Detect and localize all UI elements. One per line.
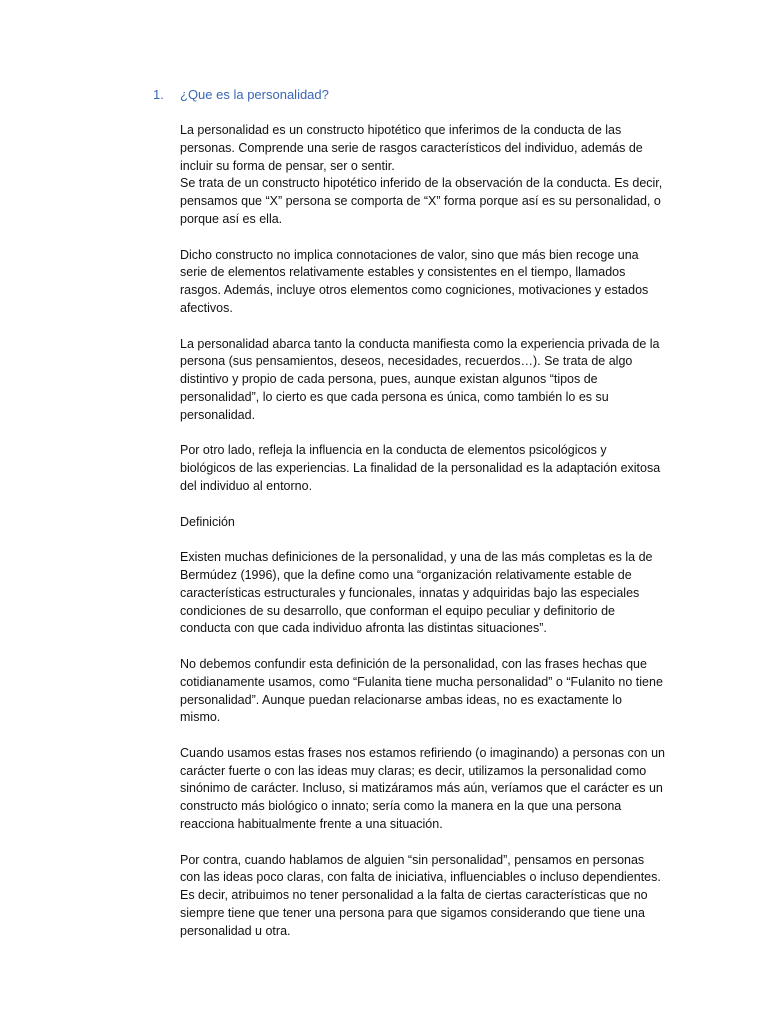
section-heading [153, 86, 329, 104]
paragraph-4: La personalidad abarca tanto la conducta manifiesta como la experiencia privada de la persona (sus pensamientos, deseos, necesidades, recuerdos…). Se trata de algo distintivo y propio de cada persona, pues, aunque existan algunos “tipos de personalidad”, lo cierto es que cada persona es única, como también lo es su personalidad. [180, 336, 660, 422]
paragraph-2: Se trata de un constructo hipotético inferido de la observación de la conducta. Es decir, pensamos que “X” persona se comporta de “X” forma porque así es su personalidad, o porque así es ella. [180, 176, 663, 226]
paragraph-3: Dicho constructo no implica connotaciones de valor, sino que más bien recoge una serie de elementos relativamente estables y consistentes en el tiempo, llamados rasgos. Además, incluye otros elementos como cogniciones, motivaciones y estados afectivos. [180, 247, 649, 315]
definition-subheading: Definición [180, 514, 235, 529]
paragraph-5: Por otro lado, refleja la influencia en la conducta de elementos psicológicos y biológicos de las experiencias. La finalidad de la personalidad es la adaptación exitosa del individuo al entorno. [180, 443, 661, 493]
heading-number: 1. [153, 87, 164, 102]
paragraph-1: La personalidad es un constructo hipotético que inferimos de la conducta de las personas. Comprende una serie de rasgos característicos del individuo, además de incluir su forma de pensar, ser o sentir. [180, 123, 643, 173]
heading-title: ¿Que es la personalidad? [180, 87, 329, 102]
document-body [180, 122, 665, 958]
paragraph-8: Cuando usamos estas frases nos estamos refiriendo (o imaginando) a personas con un carácter fuerte o con las ideas muy claras; es decir, utilizamos la personalidad como sinónimo de carácter. Incluso, si matizáramos más aún, veríamos que el carácter es un constructo más biológico o innato; sería como la manera en la que una persona reacciona habitualmente frente a una situación. [180, 745, 665, 832]
paragraph-7: No debemos confundir esta definición de la personalidad, con las frases hechas que cotidianamente usamos, como “Fulanita tiene mucha personalidad” o “Fulanito no tiene personalidad”. Aunque puedan relacionarse ambas ideas, no es exactamente lo mismo. [180, 656, 663, 725]
paragraph-9: Por contra, cuando hablamos de alguien “sin personalidad”, pensamos en personas con las ideas poco claras, con falta de iniciativa, influenciables o incluso dependientes. Es decir, atribuimos no tener personalidad a la falta de ciertas características que no siempre tiene que tener una persona para que sigamos considerando que tiene una personalidad u otra. [180, 852, 661, 938]
paragraph-6: Existen muchas definiciones de la personalidad, y una de las más completas es la de Bermúdez (1996), que la define como una “organización relativamente estable de características estructurales y funcionales, innatas y adquiridas bajo las especiales condiciones de su desarrollo, que conforman el equipo peculiar y definitorio de conducta con que cada individuo afronta las distintas situaciones”. [180, 550, 653, 636]
